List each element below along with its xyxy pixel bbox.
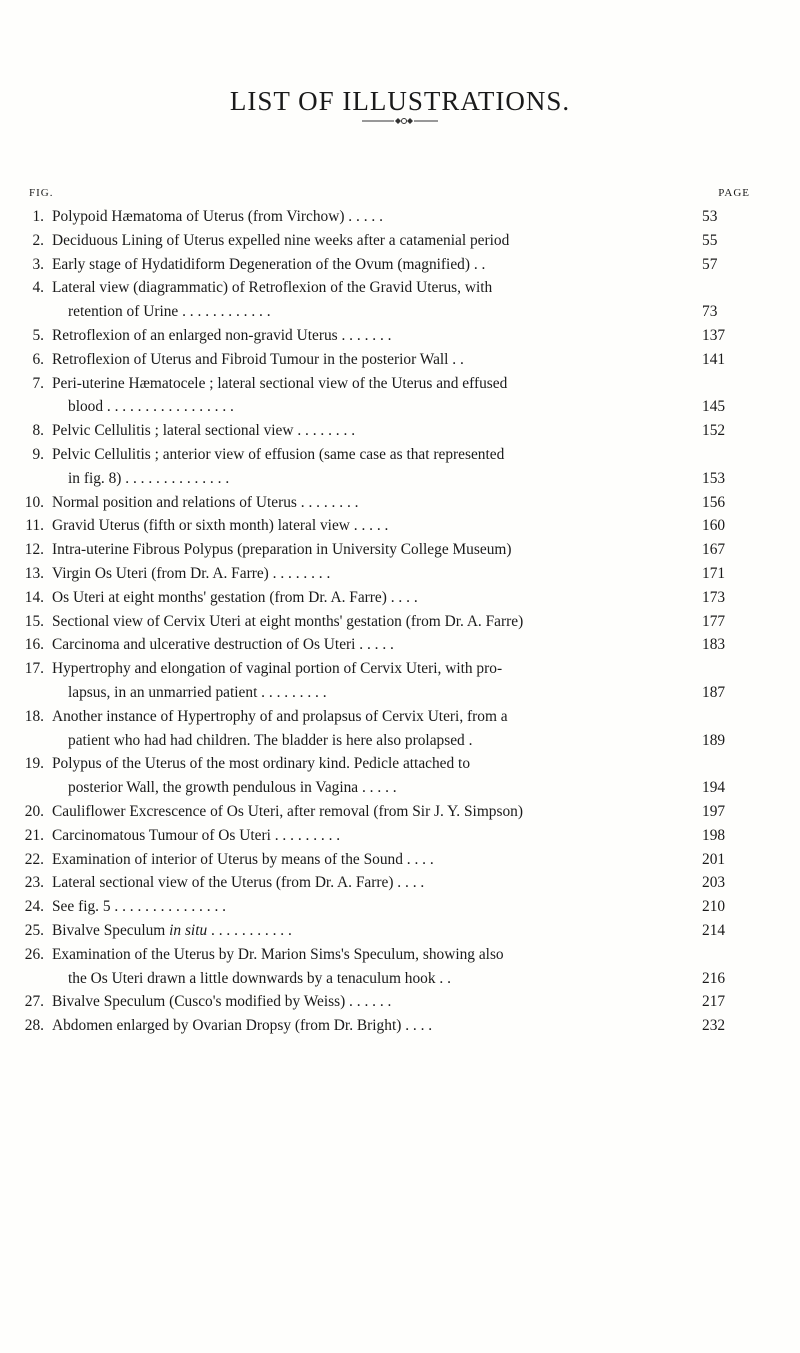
page-number: 177	[702, 612, 726, 630]
figure-number: 15.	[24, 612, 44, 630]
list-item	[22, 205, 752, 229]
caption-line: Virgin Os Uteri (from Dr. A. Farre) . . . . . . . .	[52, 564, 331, 582]
caption-line: Pelvic Cellulitis ; lateral sectional view . . . . . . . .	[52, 422, 356, 440]
caption-line: Sectional view of Cervix Uteri at eight months' gestation (from Dr. A. Farre)	[52, 612, 524, 630]
fig-column-header: FIG.	[29, 187, 54, 199]
caption-line: Deciduous Lining of Uterus expelled nine weeks after a catamenial period	[52, 231, 510, 249]
list-item	[22, 800, 752, 824]
page-number: 153	[702, 469, 726, 487]
list-item	[22, 491, 752, 515]
page-number: 156	[702, 493, 726, 511]
figure-number: 11.	[25, 517, 44, 535]
list-item	[22, 705, 752, 753]
illustrations-list	[22, 205, 752, 1038]
page-number: 141	[702, 350, 726, 368]
caption-line: lapsus, in an unmarried patient . . . . . . . . .	[68, 683, 327, 701]
figure-number: 21.	[24, 826, 44, 844]
figure-number: 20.	[24, 802, 44, 820]
caption-line: Peri-uterine Hæmatocele ; lateral sectional view of the Uterus and effused	[52, 374, 508, 392]
caption-line: Retroflexion of an enlarged non-gravid Uterus . . . . . . .	[52, 326, 392, 344]
list-item	[22, 586, 752, 610]
page-title: LIST OF ILLUSTRATIONS.	[229, 86, 571, 117]
figure-number: 17.	[24, 660, 44, 678]
caption-line: Another instance of Hypertrophy of and prolapsus of Cervix Uteri, from a	[52, 707, 508, 725]
caption-line: Examination of interior of Uterus by means of the Sound . . . .	[52, 850, 434, 868]
list-item	[22, 610, 752, 634]
page-number: 216	[702, 969, 726, 987]
caption-line: the Os Uteri drawn a little downwards by a tenaculum hook . .	[68, 969, 451, 987]
list-item	[22, 919, 752, 943]
caption-line: patient who had had children. The bladder is here also prolapsed .	[68, 731, 473, 749]
figure-number: 13.	[24, 564, 44, 582]
page-number: 53	[702, 208, 718, 225]
list-item	[22, 253, 752, 277]
figure-number: 4.	[32, 279, 44, 297]
page-number: 187	[702, 683, 726, 701]
caption-line: Carcinomatous Tumour of Os Uteri . . . . . . . . .	[52, 826, 341, 844]
ornament-divider-icon	[362, 117, 438, 125]
page-number: 198	[702, 826, 726, 844]
list-item	[22, 419, 752, 443]
figure-number: 12.	[24, 541, 44, 559]
list-item	[22, 372, 752, 420]
page-number: 137	[702, 326, 726, 344]
caption-line: Early stage of Hydatidiform Degeneration of the Ovum (magnified) . .	[52, 255, 486, 273]
figure-number: 10.	[24, 493, 44, 511]
list-item	[22, 752, 752, 800]
figure-number: 8.	[32, 422, 44, 440]
page-number: 217	[702, 993, 726, 1011]
caption-line: Cauliflower Excrescence of Os Uteri, after removal (from Sir J. Y. Simpson)	[52, 802, 523, 820]
list-item	[22, 348, 752, 372]
page-number: 183	[702, 636, 726, 654]
list-item	[22, 871, 752, 895]
caption-line: Bivalve Speculum (Cusco's modified by Weiss) . . . . . .	[52, 993, 392, 1011]
figure-number: 18.	[24, 707, 44, 725]
list-item	[22, 514, 752, 538]
caption-line: retention of Urine . . . . . . . . . . . .	[68, 303, 271, 321]
figure-number: 26.	[24, 945, 44, 963]
figure-number: 5.	[32, 326, 44, 344]
caption-line: Intra-uterine Fibrous Polypus (preparation in University College Museum)	[52, 541, 512, 559]
caption-line: Lateral view (diagrammatic) of Retroflexion of the Gravid Uterus, with	[52, 279, 493, 297]
page-number: 171	[702, 564, 726, 582]
list-item	[22, 324, 752, 348]
caption-line: Gravid Uterus (fifth or sixth month) lateral view . . . . .	[52, 517, 389, 535]
figure-number: 16.	[24, 636, 44, 654]
page-number: 160	[702, 517, 726, 535]
caption-line: Abdomen enlarged by Ovarian Dropsy (from Dr. Bright) . . . .	[52, 1017, 433, 1035]
page-number: 194	[702, 779, 726, 797]
figure-number: 3.	[32, 255, 44, 273]
caption-line: See fig. 5 . . . . . . . . . . . . . . .	[52, 898, 226, 916]
figure-number: 28.	[24, 1017, 44, 1035]
figure-number: 7.	[32, 374, 44, 392]
caption-line: Hypertrophy and elongation of vaginal portion of Cervix Uteri, with pro-	[52, 660, 503, 678]
page-number: 214	[702, 921, 726, 939]
list-item	[22, 562, 752, 586]
caption-line: Polypoid Hæmatoma of Uterus (from Virchow) . . . . .	[52, 208, 383, 225]
list-item	[22, 276, 752, 324]
caption-line: Polypus of the Uterus of the most ordinary kind. Pedicle attached to	[52, 755, 471, 773]
figure-number: 19.	[24, 755, 44, 773]
list-item	[22, 443, 752, 491]
caption-line: Retroflexion of Uterus and Fibroid Tumour in the posterior Wall . .	[52, 350, 464, 368]
page-number: 55	[702, 231, 718, 249]
page-number: 167	[702, 541, 726, 559]
caption-line: Carcinoma and ulcerative destruction of Os Uteri . . . . .	[52, 636, 394, 654]
list-item	[22, 990, 752, 1014]
list-item	[22, 848, 752, 872]
list-item	[22, 943, 752, 991]
page-number: 57	[702, 255, 718, 273]
list-item	[22, 229, 752, 253]
caption-line: Normal position and relations of Uterus . . . . . . . .	[52, 493, 359, 511]
figure-number: 25.	[24, 921, 44, 939]
page-number: 152	[702, 422, 726, 440]
page-number: 73	[702, 303, 718, 321]
figure-number: 22.	[24, 850, 44, 868]
figure-number: 1.	[32, 208, 44, 225]
page-number: 173	[702, 588, 726, 606]
caption-line: Os Uteri at eight months' gestation (from Dr. A. Farre) . . . .	[52, 588, 418, 606]
page-number: 201	[702, 850, 726, 868]
page-number: 232	[702, 1017, 726, 1035]
figure-number: 2.	[32, 231, 44, 249]
figure-number: 6.	[32, 350, 44, 368]
caption-line: Lateral sectional view of the Uterus (from Dr. A. Farre) . . . .	[52, 874, 425, 892]
page-number: 210	[702, 898, 726, 916]
list-item	[22, 1014, 752, 1038]
figure-number: 27.	[24, 993, 44, 1011]
caption-line: blood . . . . . . . . . . . . . . . . .	[68, 398, 234, 416]
page-number: 189	[702, 731, 726, 749]
list-item	[22, 895, 752, 919]
page-number: 197	[702, 802, 726, 820]
list-item	[22, 657, 752, 705]
caption-line: posterior Wall, the growth pendulous in Vagina . . . . .	[68, 779, 397, 797]
caption-line: Examination of the Uterus by Dr. Marion Sims's Speculum, showing also	[52, 945, 504, 963]
figure-number: 9.	[32, 445, 44, 463]
caption-line: Pelvic Cellulitis ; anterior view of effusion (same case as that represented	[52, 445, 505, 463]
page-number: 145	[702, 398, 726, 416]
list-item	[22, 824, 752, 848]
list-item	[22, 538, 752, 562]
page-number: 203	[702, 874, 726, 892]
page-column-header: PAGE	[718, 187, 750, 199]
figure-number: 23.	[24, 874, 44, 892]
caption-line: Bivalve Speculum in situ . . . . . . . . . . .	[52, 921, 292, 939]
list-item	[22, 633, 752, 657]
figure-number: 24.	[24, 898, 44, 916]
figure-number: 14.	[24, 588, 44, 606]
caption-line: in fig. 8) . . . . . . . . . . . . . .	[68, 469, 230, 487]
